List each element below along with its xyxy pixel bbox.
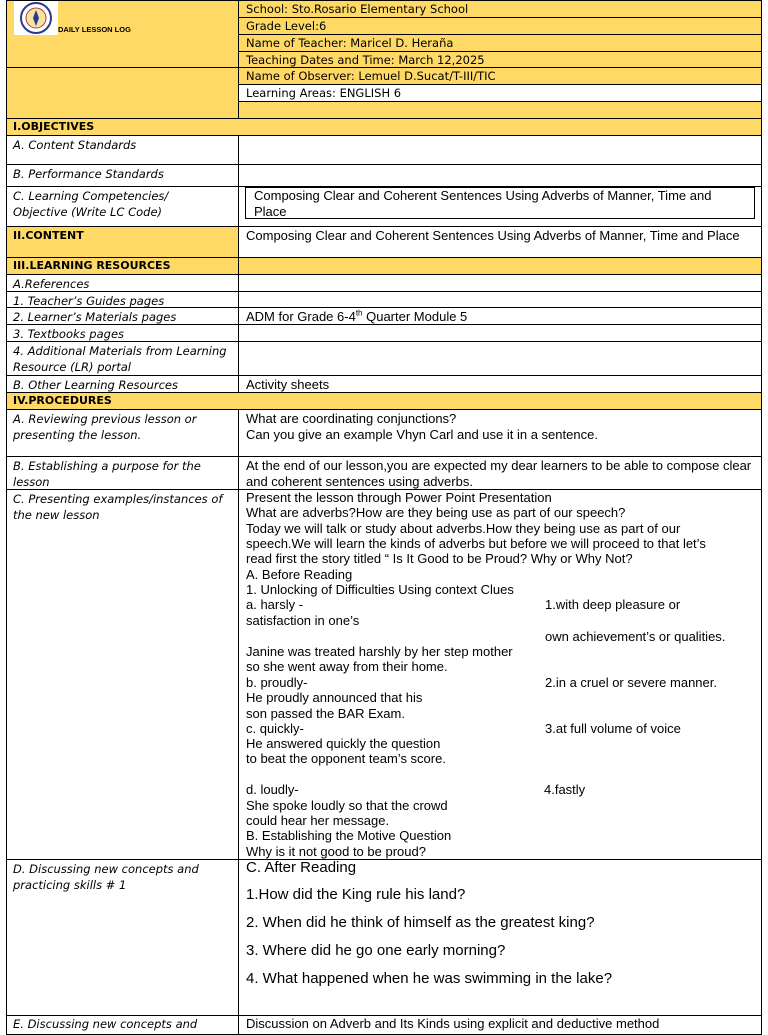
school-name: School: Sto.Rosario Elementary School <box>246 2 469 16</box>
teachers-guide-label: 1. Teacher’s Guides pages <box>13 294 165 308</box>
vocab-example-b1: He proudly announced that his <box>246 690 423 705</box>
after-reading-heading: C. After Reading <box>246 859 357 876</box>
other-resources-value-cell <box>238 375 762 393</box>
competencies-label-line1: C. Learning Competencies/ <box>13 189 169 203</box>
tg-label-cell <box>6 291 239 308</box>
procedure-e-label: E. Discussing new concepts and <box>13 1017 198 1031</box>
vocab-def-4: 4.fastly <box>544 782 586 797</box>
after-reading-q4: 4. What happened when he was swimming in the lake? <box>246 970 613 987</box>
objectives-heading-row <box>6 118 762 136</box>
header-row-teacher <box>238 34 762 52</box>
performance-standards-label: B. Performance Standards <box>13 167 164 181</box>
resources-heading-right <box>238 257 762 275</box>
c-line-6: A. Before Reading <box>246 567 353 582</box>
performance-standards-value-cell <box>238 164 762 187</box>
procedure-c-label-cell <box>6 489 239 860</box>
procedure-d-label-cell <box>6 859 239 1016</box>
procedure-d-value-cell <box>238 859 762 1016</box>
c-line-5: read first the story titled “ Is It Good to be Proud? Why or Why Not? <box>246 551 633 566</box>
competencies-inner-box <box>245 187 755 219</box>
learners-materials-value: ADM for Grade 6-4th Quarter Module 5 <box>246 308 468 324</box>
learning-areas: Learning Areas: ENGLISH 6 <box>246 86 402 100</box>
competencies-value: Composing Clear and Coherent Sentences Using Adverbs of Manner, Time and Place <box>254 188 712 219</box>
vocab-word-a-cont: satisfaction in one’s <box>246 613 360 628</box>
procedure-e-value-cell <box>238 1015 762 1035</box>
textbooks-label-cell <box>6 324 239 342</box>
content-heading: II.CONTENT <box>13 229 84 242</box>
vocab-example-a1: Janine was treated harshly by her step mother <box>246 644 513 659</box>
deped-seal-icon <box>14 1 58 35</box>
vocab-example-d1: She spoke loudly so that the crowd <box>246 798 448 813</box>
vocab-def-3: 3.at full volume of voice <box>545 721 681 736</box>
procedure-b-label-cell <box>6 456 239 490</box>
header-row-areas <box>238 84 762 102</box>
references-label-cell <box>6 274 239 292</box>
procedures-heading: IV.PROCEDURES <box>13 394 112 407</box>
vocab-word-b: b. proudly- <box>246 675 308 690</box>
c-line-4: speech.We will learn the kinds of adverbs but before we will proceed to that let’s <box>246 536 706 551</box>
after-reading-q1: 1.How did the King rule his land? <box>246 886 466 903</box>
procedure-a-label-cell <box>6 409 239 457</box>
content-heading-cell <box>6 226 239 258</box>
additional-materials-label: 4. Additional Materials from Learning Resource (LR) portal <box>13 344 227 374</box>
learners-materials-label: 2. Learner’s Materials pages <box>13 310 177 324</box>
vocab-example-d2: could hear her message. <box>246 813 390 828</box>
content-standards-label: A. Content Standards <box>13 138 137 152</box>
references-value-cell <box>238 274 762 292</box>
teacher-name: Name of Teacher: Maricel D. Heraña <box>246 36 454 50</box>
grade-level: Grade Level:6 <box>246 19 327 33</box>
other-resources-value: Activity sheets <box>246 377 330 392</box>
vocab-word-c: c. quickly- <box>246 721 304 736</box>
textbooks-label: 3. Textbooks pages <box>13 327 125 341</box>
vocab-example-b2: son passed the BAR Exam. <box>246 706 405 721</box>
procedure-e-label-cell <box>6 1015 239 1035</box>
vocab-word-d: d. loudly- <box>246 782 299 797</box>
motive-question: Why is it not good to be proud? <box>246 844 426 859</box>
other-resources-label-cell <box>6 375 239 393</box>
additional-value-cell <box>238 341 762 376</box>
content-value: Composing Clear and Coherent Sentences Using Adverbs of Manner, Time and Place <box>246 228 740 243</box>
motive-heading: B. Establishing the Motive Question <box>246 828 452 843</box>
c-line-1: Present the lesson through Power Point Presentation <box>246 490 552 505</box>
after-reading-q3: 3. Where did he go one early morning? <box>246 942 506 959</box>
vocab-word-a: a. harsly - <box>246 597 304 612</box>
teaching-dates: Teaching Dates and Time: March 12,2025 <box>246 53 485 67</box>
procedure-b-value: At the end of our lesson,you are expected my dear learners to be able to compose clear and coherent sentences using adverbs. <box>246 458 752 489</box>
header-row-school <box>238 0 762 18</box>
header-left-cell-2 <box>6 67 239 119</box>
vocab-example-c2: to beat the opponent team’s score. <box>246 751 446 766</box>
procedure-a-line1: What are coordinating conjunctions? <box>246 411 457 426</box>
header-row-observer <box>238 67 762 85</box>
procedure-e-value: Discussion on Adverb and Its Kinds using explicit and deductive method <box>246 1016 660 1031</box>
tg-value-cell <box>238 291 762 308</box>
procedure-d-label: D. Discussing new concepts and practicing skills # 1 <box>13 862 199 892</box>
content-value-cell <box>238 226 762 258</box>
header-row-grade <box>238 17 762 35</box>
c-line-7: 1. Unlocking of Difficulties Using context Clues <box>246 582 514 597</box>
other-resources-label: B. Other Learning Resources <box>13 378 178 392</box>
references-label: A.References <box>13 277 90 291</box>
c-line-3: Today we will talk or study about adverbs.How they being use as part of our <box>246 521 681 536</box>
c-line-2: What are adverbs?How are they being use as part of our speech? <box>246 505 626 520</box>
daily-lesson-log-title: DAILY LESSON LOG <box>58 25 131 34</box>
after-reading-q2: 2. When did he think of himself as the greatest king? <box>246 914 595 931</box>
textbooks-value-cell <box>238 324 762 342</box>
lm-label-cell <box>6 307 239 325</box>
resources-heading: III.LEARNING RESOURCES <box>13 259 171 272</box>
objectives-heading: I.OBJECTIVES <box>13 120 95 133</box>
content-standards-value-cell <box>238 135 762 165</box>
additional-label-cell <box>6 341 239 376</box>
procedures-heading-row <box>6 392 762 410</box>
vocab-def-1-cont: own achievement’s or qualities. <box>545 629 726 644</box>
competencies-label-cell <box>6 186 239 227</box>
content-standards-label-cell <box>6 135 239 165</box>
observer-name: Name of Observer: Lemuel D.Sucat/T-III/TIC <box>246 69 496 83</box>
vocab-example-a2: so she went away from their home. <box>246 659 448 674</box>
procedure-b-value-cell <box>238 456 762 490</box>
vocab-example-c1: He answered quickly the question <box>246 736 441 751</box>
header-row-blank <box>238 101 762 119</box>
competencies-label-line2: Objective (Write LC Code) <box>13 205 163 219</box>
procedure-c-label: C. Presenting examples/instances of the new lesson <box>13 492 223 522</box>
lm-value-cell <box>238 307 762 325</box>
vocab-def-2: 2.in a cruel or severe manner. <box>545 675 717 690</box>
procedure-a-line2: Can you give an example Vhyn Carl and use it in a sentence. <box>246 426 598 442</box>
performance-standards-label-cell <box>6 164 239 187</box>
procedure-b-label: B. Establishing a purpose for the lesson <box>13 459 201 489</box>
vocab-def-1: 1.with deep pleasure or <box>545 597 681 612</box>
procedure-a-value-cell <box>238 409 762 457</box>
procedure-a-label: A. Reviewing previous lesson or presenting the lesson. <box>13 412 197 442</box>
